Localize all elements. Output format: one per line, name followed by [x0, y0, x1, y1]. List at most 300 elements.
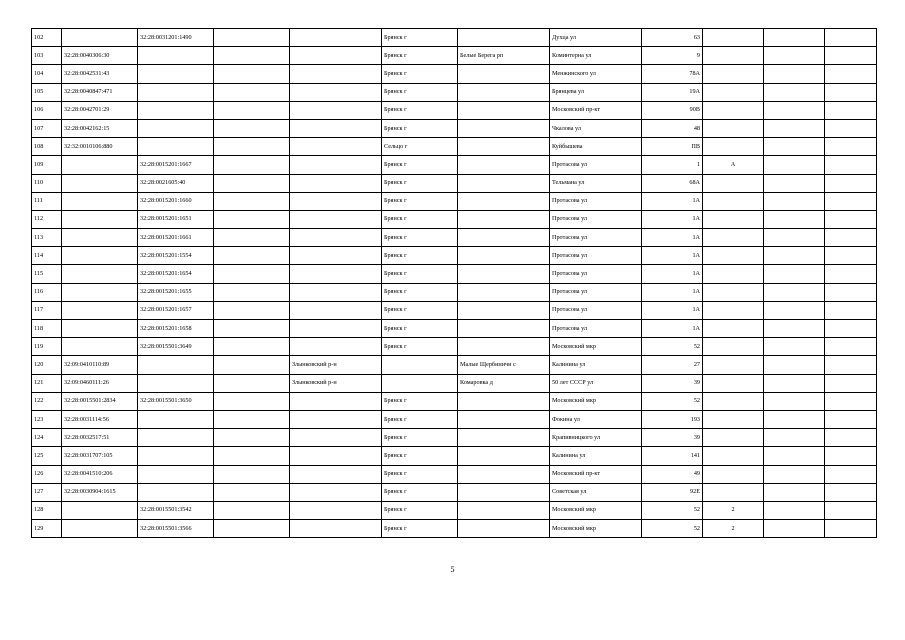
cell-building-cadastral-number	[138, 374, 214, 392]
cell-cadastral-number: 32:28:0030904:1615	[62, 483, 138, 501]
cell-cadastral-number	[62, 301, 138, 319]
cell-extra-2	[825, 501, 877, 519]
cell-extra-number	[214, 356, 290, 374]
cell-row-number: 129	[32, 520, 62, 538]
cell-house-number: 1А	[642, 229, 703, 247]
cell-row-number: 114	[32, 247, 62, 265]
cell-extra-1	[764, 501, 825, 519]
cell-extra-1	[764, 356, 825, 374]
cell-district	[290, 283, 382, 301]
cell-building-letter	[703, 374, 764, 392]
cell-building-letter	[703, 119, 764, 137]
cell-building-letter	[703, 301, 764, 319]
cell-building-letter	[703, 320, 764, 338]
cell-house-number: 19А	[642, 83, 703, 101]
cell-cadastral-number	[62, 29, 138, 47]
cell-house-number: 52	[642, 501, 703, 519]
cell-extra-1	[764, 283, 825, 301]
cell-district	[290, 501, 382, 519]
cell-street: Советская ул	[550, 483, 642, 501]
cell-city: Брянск г	[382, 29, 458, 47]
cell-extra-1	[764, 429, 825, 447]
table-row	[32, 501, 877, 519]
cell-street: Московский пр-кт	[550, 101, 642, 119]
cell-street: Брянцева ул	[550, 83, 642, 101]
cell-building-letter: 2	[703, 520, 764, 538]
table-row	[32, 101, 877, 119]
cell-extra-1	[764, 320, 825, 338]
cell-extra-number	[214, 65, 290, 83]
cell-extra-number	[214, 301, 290, 319]
table-row	[32, 47, 877, 65]
cell-building-letter	[703, 338, 764, 356]
cell-extra-2	[825, 392, 877, 410]
cell-building-letter	[703, 283, 764, 301]
cell-house-number: 1А	[642, 247, 703, 265]
cell-street: Фокина ул	[550, 410, 642, 428]
cell-building-cadastral-number	[138, 101, 214, 119]
table-row	[32, 83, 877, 101]
cell-building-cadastral-number: 32:28:0015501:3542	[138, 501, 214, 519]
cell-extra-2	[825, 410, 877, 428]
cell-extra-number	[214, 29, 290, 47]
cell-extra-1	[764, 138, 825, 156]
cell-city: Брянск г	[382, 392, 458, 410]
cell-building-cadastral-number: 32:28:0015501:3649	[138, 338, 214, 356]
cell-row-number: 128	[32, 501, 62, 519]
cell-building-cadastral-number: 32:28:0015201:1654	[138, 265, 214, 283]
cell-extra-number	[214, 247, 290, 265]
cell-street: Протасова ул	[550, 210, 642, 228]
cell-house-number: 49	[642, 465, 703, 483]
cell-city: Брянск г	[382, 283, 458, 301]
cell-street: Московский мкр	[550, 501, 642, 519]
cell-cadastral-number	[62, 174, 138, 192]
cell-extra-number	[214, 229, 290, 247]
cell-cadastral-number: 32:28:0041510:206	[62, 465, 138, 483]
cell-extra-1	[764, 119, 825, 137]
cell-building-letter	[703, 392, 764, 410]
cell-extra-1	[764, 29, 825, 47]
cell-street: 50 лет СССР ул	[550, 374, 642, 392]
cell-extra-2	[825, 138, 877, 156]
cell-cadastral-number: 32:09:0460111:26	[62, 374, 138, 392]
cell-street: Протасова ул	[550, 283, 642, 301]
cell-cadastral-number	[62, 520, 138, 538]
cell-district	[290, 301, 382, 319]
cell-building-letter	[703, 138, 764, 156]
cell-extra-1	[764, 465, 825, 483]
cell-row-number: 107	[32, 119, 62, 137]
cell-settlement	[458, 119, 550, 137]
cell-building-cadastral-number	[138, 119, 214, 137]
cell-district	[290, 83, 382, 101]
cell-extra-1	[764, 101, 825, 119]
cell-district	[290, 429, 382, 447]
cell-settlement	[458, 210, 550, 228]
cell-row-number: 108	[32, 138, 62, 156]
cell-district	[290, 210, 382, 228]
cell-building-letter	[703, 29, 764, 47]
cell-street: Протасова ул	[550, 156, 642, 174]
cell-building-cadastral-number	[138, 465, 214, 483]
cell-building-letter	[703, 174, 764, 192]
cell-street: Духца ул	[550, 29, 642, 47]
cell-house-number: 92Е	[642, 483, 703, 501]
cell-settlement	[458, 265, 550, 283]
cell-row-number: 123	[32, 410, 62, 428]
cell-extra-2	[825, 429, 877, 447]
cell-row-number: 119	[32, 338, 62, 356]
cell-district	[290, 29, 382, 47]
cell-street: Чкалова ул	[550, 119, 642, 137]
cell-city: Брянск г	[382, 320, 458, 338]
cell-extra-2	[825, 65, 877, 83]
cell-extra-1	[764, 265, 825, 283]
cell-house-number: ПВ	[642, 138, 703, 156]
cell-settlement: Комаровка д	[458, 374, 550, 392]
cell-cadastral-number	[62, 247, 138, 265]
cell-city: Брянск г	[382, 247, 458, 265]
cell-building-cadastral-number: 32:28:0015501:3650	[138, 392, 214, 410]
cell-city: Сельцо г	[382, 138, 458, 156]
cell-district	[290, 392, 382, 410]
cell-house-number: 193	[642, 410, 703, 428]
table-row	[32, 119, 877, 137]
cell-house-number: 141	[642, 447, 703, 465]
cell-extra-number	[214, 410, 290, 428]
cell-house-number: 1А	[642, 192, 703, 210]
cell-building-cadastral-number: 32:28:0031201:1490	[138, 29, 214, 47]
cell-settlement	[458, 520, 550, 538]
cell-cadastral-number	[62, 229, 138, 247]
cell-row-number: 118	[32, 320, 62, 338]
cell-house-number: 27	[642, 356, 703, 374]
cell-extra-2	[825, 174, 877, 192]
cell-extra-number	[214, 283, 290, 301]
cell-extra-2	[825, 374, 877, 392]
cell-building-cadastral-number: 32:28:0015201:1657	[138, 301, 214, 319]
cell-extra-2	[825, 520, 877, 538]
cell-district	[290, 265, 382, 283]
cell-cadastral-number: 32:28:0031114:56	[62, 410, 138, 428]
cell-building-cadastral-number: 32:28:0015201:1658	[138, 320, 214, 338]
cell-house-number: 1	[642, 156, 703, 174]
cell-cadastral-number	[62, 320, 138, 338]
cell-house-number: 39	[642, 429, 703, 447]
cell-building-letter	[703, 447, 764, 465]
cell-extra-number	[214, 501, 290, 519]
table-row	[32, 283, 877, 301]
cell-district	[290, 138, 382, 156]
cell-street: Московский пр-кт	[550, 465, 642, 483]
cell-building-letter: 2	[703, 501, 764, 519]
table-row	[32, 374, 877, 392]
cell-extra-2	[825, 356, 877, 374]
cell-house-number: 1А	[642, 320, 703, 338]
cell-building-letter	[703, 65, 764, 83]
cell-city: Брянск г	[382, 47, 458, 65]
cell-row-number: 104	[32, 65, 62, 83]
cell-extra-number	[214, 138, 290, 156]
cell-city: Брянск г	[382, 192, 458, 210]
cell-extra-number	[214, 483, 290, 501]
cell-settlement	[458, 301, 550, 319]
cell-district	[290, 101, 382, 119]
cell-district	[290, 247, 382, 265]
table-row	[32, 320, 877, 338]
cell-cadastral-number: 32:28:0040306:30	[62, 47, 138, 65]
cell-building-letter	[703, 483, 764, 501]
cell-street: Протасова ул	[550, 265, 642, 283]
cell-cadastral-number: 32:28:0040847:471	[62, 83, 138, 101]
cell-house-number: 90В	[642, 101, 703, 119]
cell-extra-1	[764, 65, 825, 83]
register-table-body	[32, 29, 877, 538]
cell-row-number: 120	[32, 356, 62, 374]
cell-extra-number	[214, 210, 290, 228]
cell-extra-1	[764, 247, 825, 265]
cell-settlement	[458, 410, 550, 428]
cell-building-cadastral-number: 32:28:0015501:3566	[138, 520, 214, 538]
cell-cadastral-number: 32:28:0042531:43	[62, 65, 138, 83]
cell-city: Брянск г	[382, 447, 458, 465]
cell-district: Злынковский р-н	[290, 374, 382, 392]
cell-building-cadastral-number	[138, 447, 214, 465]
table-row	[32, 174, 877, 192]
cell-building-cadastral-number: 32:28:0015201:1554	[138, 247, 214, 265]
cell-cadastral-number: 32:32:0010106:880	[62, 138, 138, 156]
cell-city: Брянск г	[382, 119, 458, 137]
cell-settlement	[458, 320, 550, 338]
cell-row-number: 109	[32, 156, 62, 174]
cell-row-number: 105	[32, 83, 62, 101]
cell-extra-2	[825, 265, 877, 283]
cell-extra-1	[764, 301, 825, 319]
cell-district	[290, 119, 382, 137]
cell-house-number: 1А	[642, 301, 703, 319]
cell-district	[290, 174, 382, 192]
cell-building-cadastral-number	[138, 138, 214, 156]
cell-row-number: 116	[32, 283, 62, 301]
cell-row-number: 106	[32, 101, 62, 119]
cell-cadastral-number	[62, 265, 138, 283]
cell-city: Брянск г	[382, 483, 458, 501]
cell-house-number: 78А	[642, 65, 703, 83]
cell-house-number: 48	[642, 119, 703, 137]
cell-settlement	[458, 101, 550, 119]
cell-row-number: 103	[32, 47, 62, 65]
cell-city: Брянск г	[382, 501, 458, 519]
cell-house-number: 68А	[642, 174, 703, 192]
cell-cadastral-number: 32:28:0042162:15	[62, 119, 138, 137]
cell-city: Брянск г	[382, 429, 458, 447]
table-row	[32, 156, 877, 174]
cell-row-number: 113	[32, 229, 62, 247]
cell-row-number: 127	[32, 483, 62, 501]
cell-city	[382, 356, 458, 374]
cell-city: Брянск г	[382, 410, 458, 428]
cell-extra-1	[764, 374, 825, 392]
cell-building-cadastral-number	[138, 83, 214, 101]
cell-city: Брянск г	[382, 83, 458, 101]
cell-street: Московский мкр	[550, 520, 642, 538]
cell-row-number: 110	[32, 174, 62, 192]
cell-row-number: 126	[32, 465, 62, 483]
cell-row-number: 117	[32, 301, 62, 319]
cell-building-cadastral-number	[138, 65, 214, 83]
cell-building-letter	[703, 429, 764, 447]
cell-extra-2	[825, 320, 877, 338]
cell-extra-number	[214, 83, 290, 101]
cell-district	[290, 338, 382, 356]
register-table	[31, 28, 877, 538]
cell-cadastral-number	[62, 501, 138, 519]
cell-house-number: 52	[642, 392, 703, 410]
cell-street: Калинина ул	[550, 356, 642, 374]
cell-house-number: 1А	[642, 210, 703, 228]
cell-building-cadastral-number	[138, 410, 214, 428]
cell-settlement	[458, 83, 550, 101]
cell-extra-2	[825, 301, 877, 319]
cell-cadastral-number: 32:09:0410110:89	[62, 356, 138, 374]
table-row	[32, 520, 877, 538]
cell-settlement	[458, 138, 550, 156]
cell-house-number: 52	[642, 338, 703, 356]
cell-settlement	[458, 483, 550, 501]
cell-extra-1	[764, 47, 825, 65]
cell-building-cadastral-number: 32:28:0015201:1660	[138, 192, 214, 210]
cell-building-cadastral-number: 32:28:0015201:1651	[138, 210, 214, 228]
cell-city: Брянск г	[382, 65, 458, 83]
cell-house-number: 1А	[642, 283, 703, 301]
cell-building-cadastral-number	[138, 356, 214, 374]
table-row	[32, 210, 877, 228]
cell-extra-1	[764, 410, 825, 428]
cell-extra-2	[825, 229, 877, 247]
cell-extra-2	[825, 465, 877, 483]
cell-cadastral-number: 32:28:0015501:2834	[62, 392, 138, 410]
cell-street: Протасова ул	[550, 192, 642, 210]
cell-settlement	[458, 283, 550, 301]
cell-extra-number	[214, 265, 290, 283]
cell-extra-1	[764, 520, 825, 538]
cell-building-letter	[703, 192, 764, 210]
cell-building-cadastral-number: 32:28:0021605:40	[138, 174, 214, 192]
cell-extra-number	[214, 392, 290, 410]
cell-district	[290, 520, 382, 538]
cell-settlement: Белые Берега рп	[458, 47, 550, 65]
cell-city: Брянск г	[382, 338, 458, 356]
cell-city: Брянск г	[382, 301, 458, 319]
cell-extra-1	[764, 392, 825, 410]
table-row	[32, 247, 877, 265]
cell-settlement	[458, 392, 550, 410]
cell-settlement: Малые Щербиничи с	[458, 356, 550, 374]
table-row	[32, 192, 877, 210]
cell-street: Менжинского ул	[550, 65, 642, 83]
cell-extra-number	[214, 119, 290, 137]
cell-extra-number	[214, 320, 290, 338]
cell-extra-2	[825, 47, 877, 65]
cell-settlement	[458, 338, 550, 356]
cell-extra-number	[214, 429, 290, 447]
cell-settlement	[458, 447, 550, 465]
cell-settlement	[458, 429, 550, 447]
table-row	[32, 29, 877, 47]
table-row	[32, 392, 877, 410]
cell-building-letter	[703, 101, 764, 119]
cell-street: Куйбышева	[550, 138, 642, 156]
cell-cadastral-number	[62, 156, 138, 174]
cell-city: Брянск г	[382, 520, 458, 538]
cell-city	[382, 374, 458, 392]
cell-extra-1	[764, 229, 825, 247]
cell-city: Брянск г	[382, 156, 458, 174]
cell-building-cadastral-number: 32:28:0015201:1655	[138, 283, 214, 301]
cell-settlement	[458, 465, 550, 483]
cell-building-letter	[703, 47, 764, 65]
cell-street: Коминтерна ул	[550, 47, 642, 65]
cell-extra-1	[764, 483, 825, 501]
cell-city: Брянск г	[382, 174, 458, 192]
cell-extra-number	[214, 374, 290, 392]
cell-settlement	[458, 192, 550, 210]
cell-cadastral-number	[62, 192, 138, 210]
cell-house-number: 52	[642, 520, 703, 538]
cell-district	[290, 465, 382, 483]
cell-row-number: 125	[32, 447, 62, 465]
cell-district	[290, 192, 382, 210]
table-row	[32, 429, 877, 447]
cell-cadastral-number: 32:28:0032517:51	[62, 429, 138, 447]
cell-settlement	[458, 501, 550, 519]
cell-extra-1	[764, 174, 825, 192]
cell-building-cadastral-number	[138, 429, 214, 447]
cell-cadastral-number: 32:28:0042701:29	[62, 101, 138, 119]
table-row	[32, 338, 877, 356]
cell-extra-number	[214, 174, 290, 192]
cell-city: Брянск г	[382, 210, 458, 228]
cell-extra-1	[764, 83, 825, 101]
cell-extra-number	[214, 447, 290, 465]
cell-extra-2	[825, 101, 877, 119]
cell-street: Калинина ул	[550, 447, 642, 465]
cell-district	[290, 410, 382, 428]
cell-district	[290, 65, 382, 83]
cell-building-letter	[703, 356, 764, 374]
table-row	[32, 447, 877, 465]
cell-extra-2	[825, 338, 877, 356]
cell-building-cadastral-number: 32:28:0015201:1661	[138, 229, 214, 247]
cell-row-number: 124	[32, 429, 62, 447]
cell-street: Протасова ул	[550, 301, 642, 319]
cell-street: Протасова ул	[550, 247, 642, 265]
cell-extra-2	[825, 247, 877, 265]
cell-building-letter	[703, 465, 764, 483]
cell-settlement	[458, 65, 550, 83]
cell-city: Брянск г	[382, 101, 458, 119]
cell-extra-1	[764, 192, 825, 210]
cell-extra-number	[214, 520, 290, 538]
cell-building-letter: А	[703, 156, 764, 174]
cell-street: Крапивницкого ул	[550, 429, 642, 447]
cell-extra-2	[825, 483, 877, 501]
cell-cadastral-number	[62, 338, 138, 356]
cell-building-cadastral-number	[138, 483, 214, 501]
cell-extra-number	[214, 101, 290, 119]
cell-row-number: 111	[32, 192, 62, 210]
